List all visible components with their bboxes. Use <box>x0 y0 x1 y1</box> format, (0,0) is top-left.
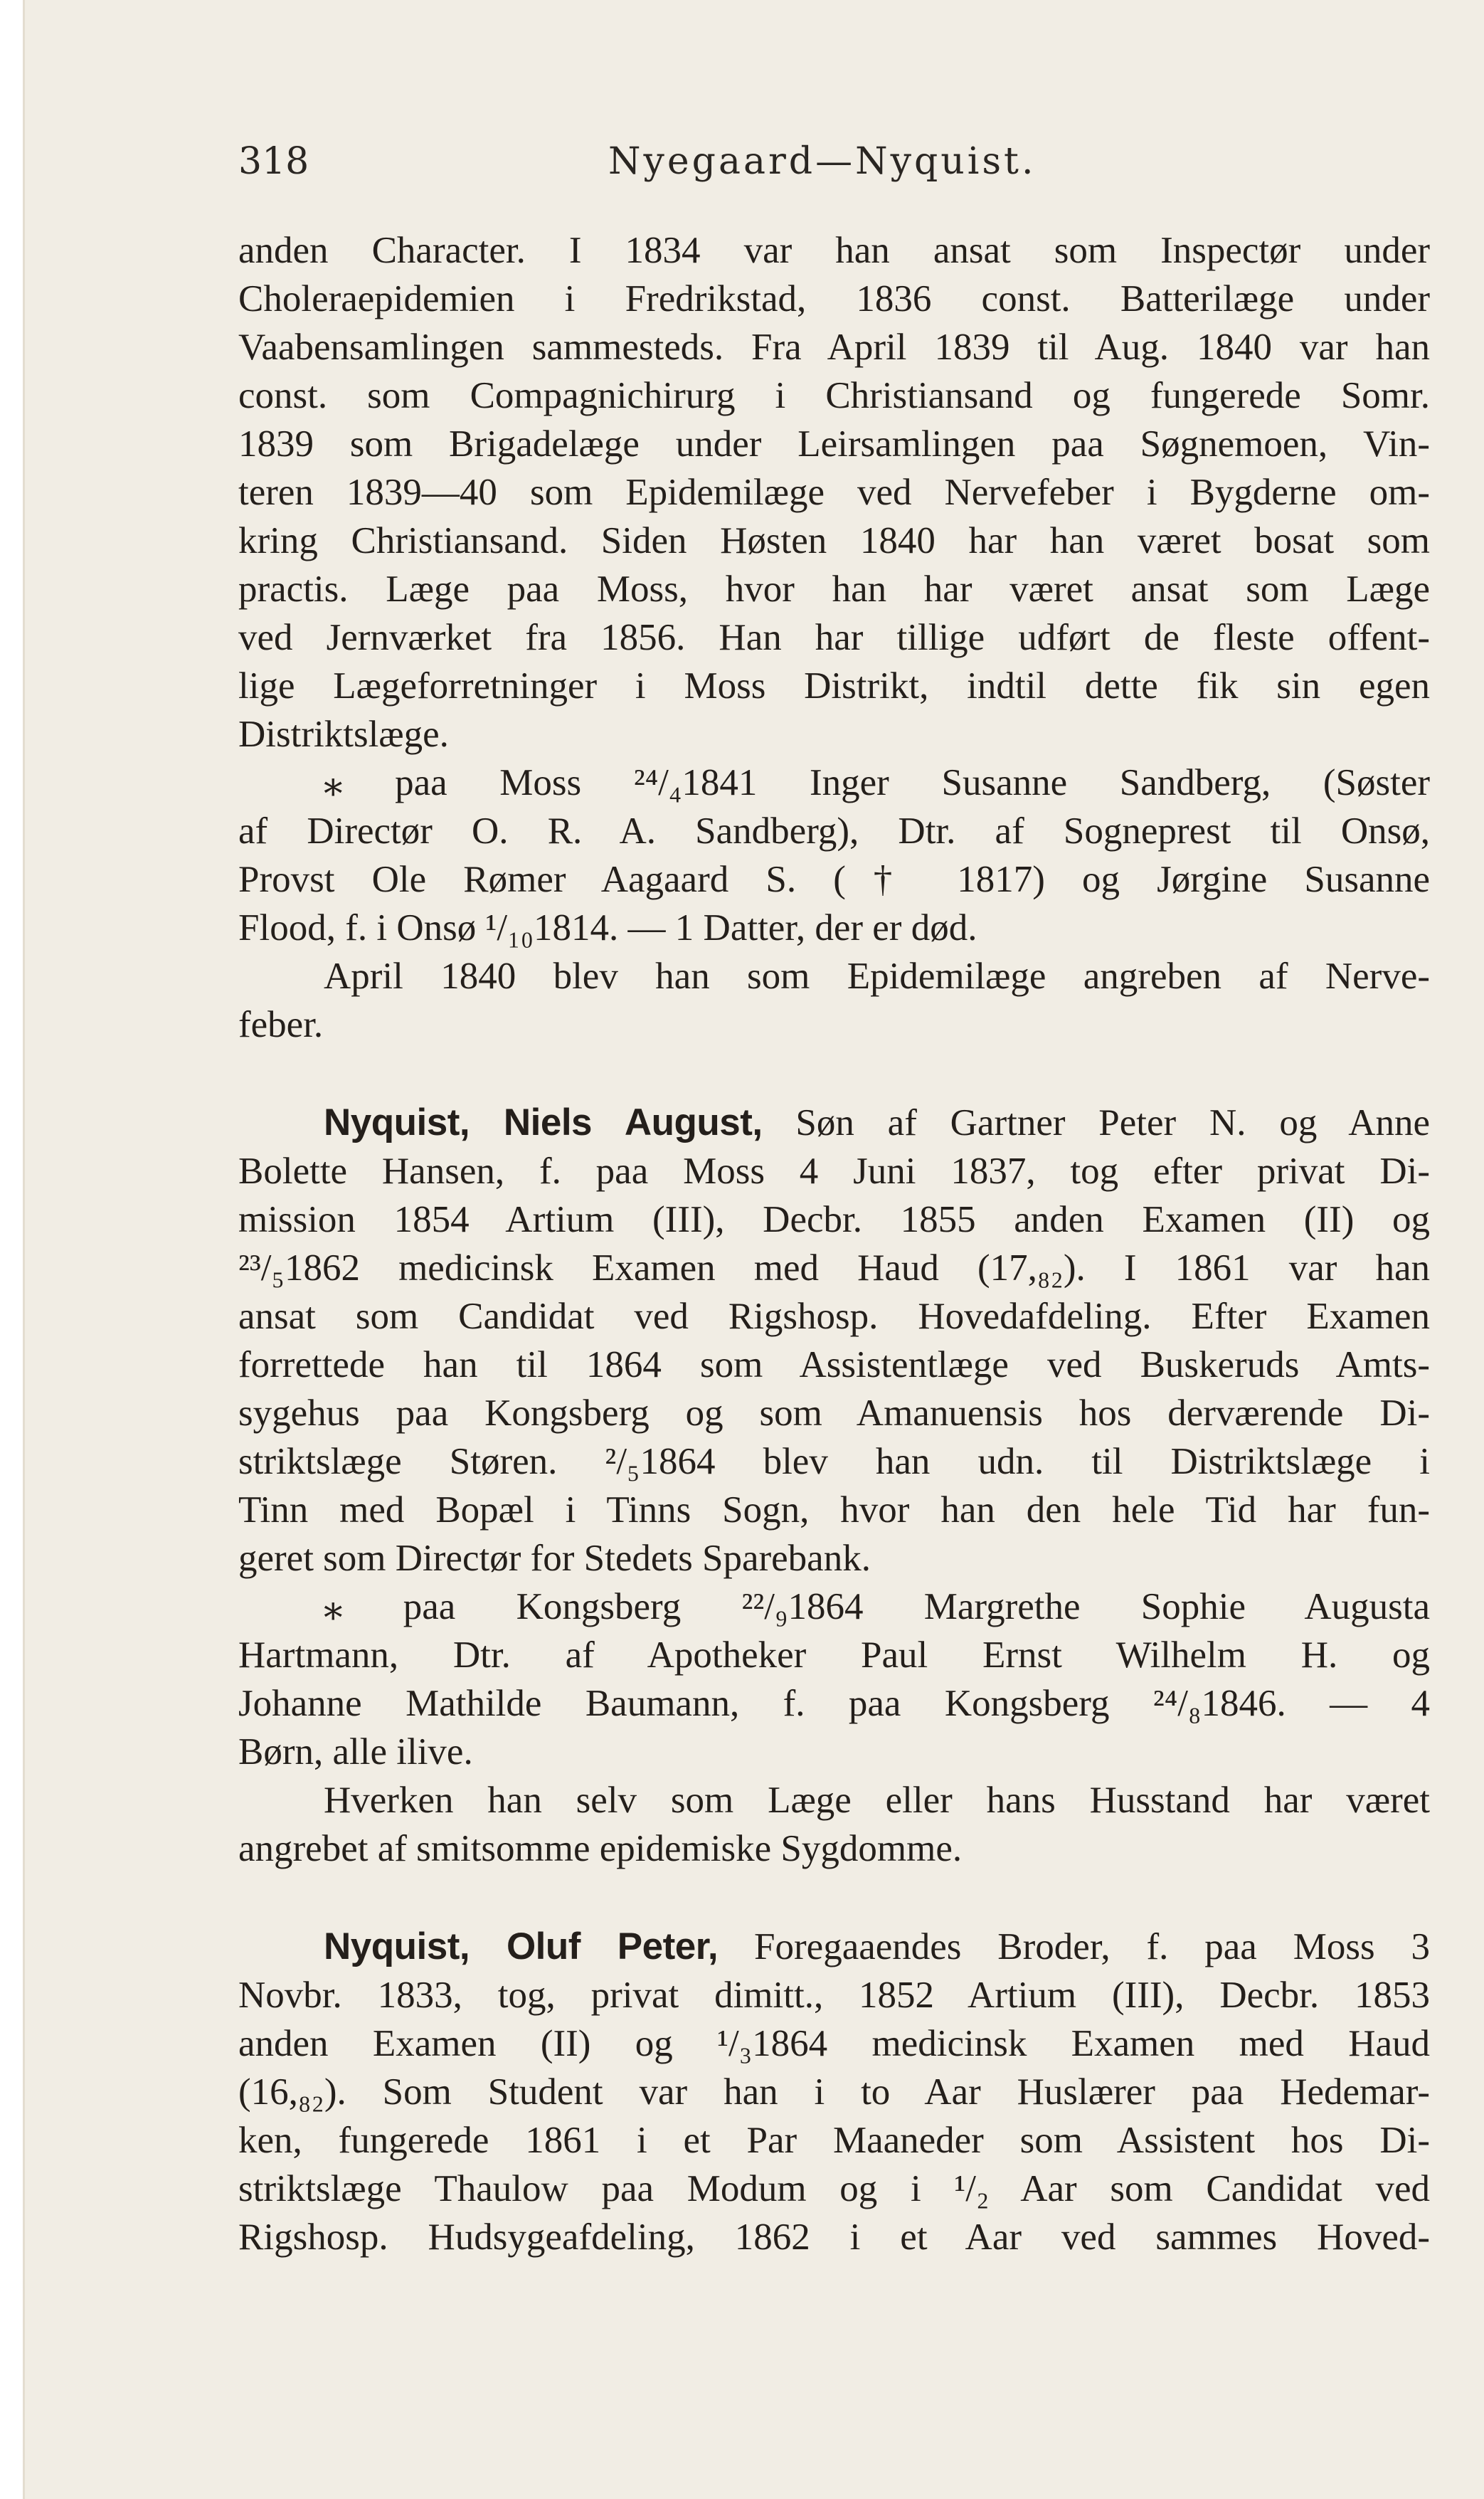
entry-name: Nyquist, Niels August, <box>324 1101 763 1143</box>
text-line: Choleraepidemien i Fredrikstad, 1836 const. Batterilæge under <box>238 278 1430 319</box>
marriage-line: af Directør O. R. A. Sandberg), Dtr. af Sogneprest til Onsø, <box>238 810 1430 852</box>
text-line: Rigshosp. Hudsygeafdeling, 1862 i et Aar ved sammes Hoved- <box>238 2217 1430 2258</box>
text-line: striktslæge Thaulow paa Modum og i ¹/₂ Aar som Candidat ved <box>238 2168 1430 2209</box>
text-line: teren 1839—40 som Epidemilæge ved Nervefeber i Bygderne om- <box>238 472 1430 513</box>
text-line: ved Jernværket fra 1856. Han har tillige udført de fleste offent- <box>238 617 1430 658</box>
entry-spacer <box>238 1873 1430 1923</box>
page-number: 318 <box>238 140 309 183</box>
entry-name: Nyquist, Oluf Peter, <box>324 1925 719 1967</box>
text-line: lige Lægeforretninger i Moss Distrikt, indtil dette fik sin egen <box>238 665 1430 707</box>
text-line: Bolette Hansen, f. paa Moss 4 Juni 1837, tog efter privat Di- <box>238 1151 1430 1192</box>
entry-first-line <box>238 1923 1430 1971</box>
illness-line: Hverken han selv som Læge eller hans Husstand har været <box>324 1780 1430 1821</box>
entry-niels-august <box>238 1099 1430 1873</box>
text-line: striktslæge Støren. ²/₅1864 blev han udn. til Distriktslæge i <box>238 1441 1430 1482</box>
text-line: anden Character. I 1834 var han ansat som Inspectør under <box>238 230 1430 271</box>
text-line: practis. Læge paa Moss, hvor han har været ansat som Læge <box>238 569 1430 610</box>
text-line: geret som Directør for Stedets Sparebank. <box>238 1538 871 1579</box>
marriage-line: Hartmann, Dtr. af Apotheker Paul Ernst Wilhelm H. og <box>238 1634 1430 1676</box>
text-line: Tinn med Bopæl i Tinns Sogn, hvor han den hele Tid har fun- <box>238 1489 1430 1531</box>
book-page <box>23 0 1484 2499</box>
text-line: const. som Compagnichirurg i Christiansand og fungerede Somr. <box>238 375 1430 416</box>
marriage-line: Provst Ole Rømer Aagaard S. († 1817) og Jørgine Susanne <box>238 859 1430 900</box>
entry-first-line <box>238 1099 1430 1147</box>
text-line: Distriktslæge. <box>238 714 449 755</box>
text-fragment: Søn af Gartner Peter N. og Anne <box>795 1102 1430 1143</box>
marriage-line: ⁎ paa Kongsberg ²²/₉1864 Margrethe Sophie Augusta <box>324 1586 1430 1627</box>
text-line: mission 1854 Artium (III), Decbr. 1855 anden Examen (II) og <box>238 1199 1430 1240</box>
text-line: anden Examen (II) og ¹/₃1864 medicinsk Examen med Haud <box>238 2023 1430 2064</box>
text-line: ken, fungerede 1861 i et Par Maaneder som Assistent hos Di- <box>238 2120 1430 2161</box>
text-line: Vaabensamlingen sammesteds. Fra April 1839 til Aug. 1840 var han <box>238 327 1430 368</box>
text-line: Novbr. 1833, tog, privat dimitt., 1852 Artium (III), Decbr. 1853 <box>238 1975 1430 2016</box>
marriage-line: Børn, alle ilive. <box>238 1731 473 1772</box>
entry-continuation <box>238 226 1430 1049</box>
text-line: (16,₈₂). Som Student var han i to Aar Huslærer paa Hedemar- <box>238 2071 1430 2113</box>
text-line: sygehus paa Kongsberg og som Amanuensis hos derværende Di- <box>238 1393 1430 1434</box>
text-fragment: Foregaaendes Broder, f. paa Moss 3 <box>754 1926 1430 1967</box>
illness-line: feber. <box>238 1004 324 1045</box>
illness-line: April 1840 blev han som Epidemilæge angreben af Nerve- <box>324 956 1430 997</box>
text-line: 1839 som Brigadelæge under Leirsamlingen paa Søgnemoen, Vin- <box>238 423 1430 465</box>
entry-oluf-peter <box>238 1923 1430 2261</box>
marriage-line: Flood, f. i Onsø ¹/₁₀1814. — 1 Datter, der er død. <box>238 907 977 949</box>
marriage-line: Johanne Mathilde Baumann, f. paa Kongsberg ²⁴/₈1846. — 4 <box>238 1683 1430 1724</box>
text-line: ²³/₅1862 medicinsk Examen med Haud (17,₈₂). I 1861 var han <box>238 1247 1430 1289</box>
running-head: Nyegaard—Nyquist. <box>608 140 1037 183</box>
page-header <box>238 137 1448 186</box>
entry-spacer <box>238 1049 1430 1099</box>
text-line: forrettede han til 1864 som Assistentlæge ved Buskeruds Amts- <box>238 1344 1430 1385</box>
marriage-line: ⁎ paa Moss ²⁴/₄1841 Inger Susanne Sandberg, (Søster <box>324 762 1430 803</box>
text-line: ansat som Candidat ved Rigshosp. Hovedafdeling. Efter Examen <box>238 1296 1430 1337</box>
page-body <box>238 226 1430 2261</box>
illness-line: angrebet af smitsomme epidemiske Sygdomme. <box>238 1828 963 1869</box>
text-line: kring Christiansand. Siden Høsten 1840 har han været bosat som <box>238 520 1430 561</box>
